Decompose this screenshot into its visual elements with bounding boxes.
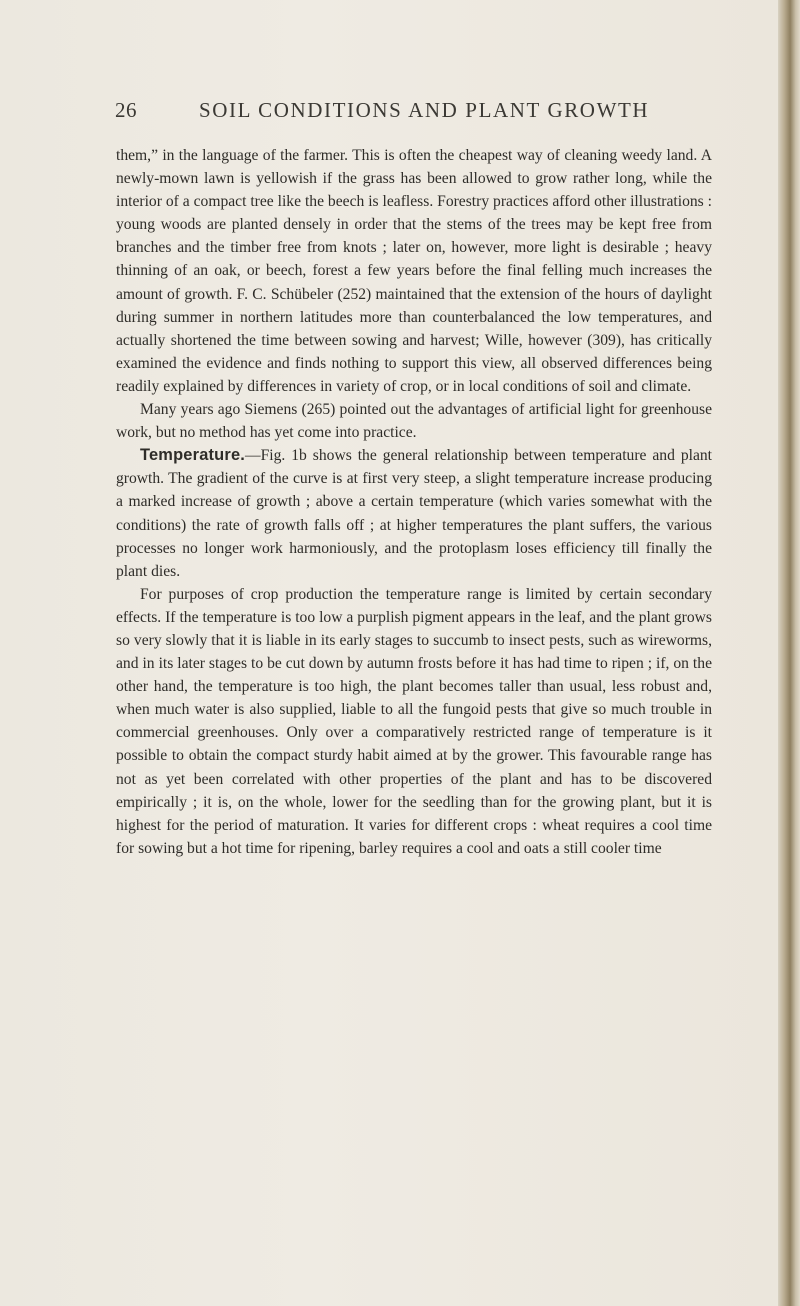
paragraph-crop-production: For purposes of crop production the temperature range is limited by certain secondary effects. If the temperature is too low a purplish pigment appears in the leaf, and the plant grows so very slowly that it is liable in its early stages to succumb to insect pests, such as wireworms, and in its later stages to be cut down by autumn frosts before it has had time to ripen ; if, on the other hand, the temperature is too high, the plant becomes taller than usual, less robust and, when much water is also supplied, liable to all the fungoid pests that give so much trouble in commercial greenhouses. Only over a comparatively restricted range of temperature is it possible to obtain the compact sturdy habit aimed at by the grower. This favourable range has not as yet been correlated with other properties of the plant and has to be discovered empirically ; it is, on the whole, lower for the seedling than for the growing plant, but it is highest for the period of maturation. It varies for different crops : wheat requires a cool time for sowing but a hot time for ripening, barley requires a cool and oats a still cooler time — [116, 585, 712, 857]
page-number: 26 — [115, 98, 137, 122]
body-text — [116, 144, 712, 860]
paragraph-temperature-text: —Fig. 1b shows the general relationship between temperature and plant growth. The gradient of the curve is at first very steep, a slight temperature increase producing a marked increase of growth ; above a certain temperature (which varies somewhat with the conditions) the rate of growth falls off ; at higher temperatures the plant suffers, the various processes no longer work harmoniously, and the protoplasm loses efficiency till finally the plant dies. — [116, 447, 712, 580]
section-heading-temperature: Temperature. — [140, 446, 246, 465]
page-binding-edge — [778, 0, 800, 1306]
paragraph-temperature — [116, 444, 712, 583]
paragraph-light-continuation: them,” in the language of the farmer. This is often the cheapest way of cleaning weedy land. A newly-mown lawn is yellowish if the grass has been allowed to grow rather long, while the interior of a compact tree like the beech is leafless. Forestry practices afford other illustrations : young woods are planted densely in order that the stems of the trees may be kept free from branches and the timber free from knots ; later on, however, more light is desirable ; heavy thinning of an oak, or beech, forest a few years before the final felling much increases the amount of growth. F. C. Schübeler (252) maintained that the extension of the hours of daylight during summer in northern latitudes more than counterbalanced the low temperatures, and actually shortened the time between sowing and harvest; Wille, however (309), has critically examined the evidence and finds nothing to support this view, all observed differences being readily explained by differences in variety of crop, or in local conditions of soil and climate. — [116, 147, 712, 395]
paragraph-siemens: Many years ago Siemens (265) pointed out the advantages of artificial light for greenhouse work, but no method has yet come into practice. — [116, 401, 712, 442]
page-header — [115, 98, 715, 134]
running-title: SOIL CONDITIONS AND PLANT GROWTH — [199, 98, 650, 122]
